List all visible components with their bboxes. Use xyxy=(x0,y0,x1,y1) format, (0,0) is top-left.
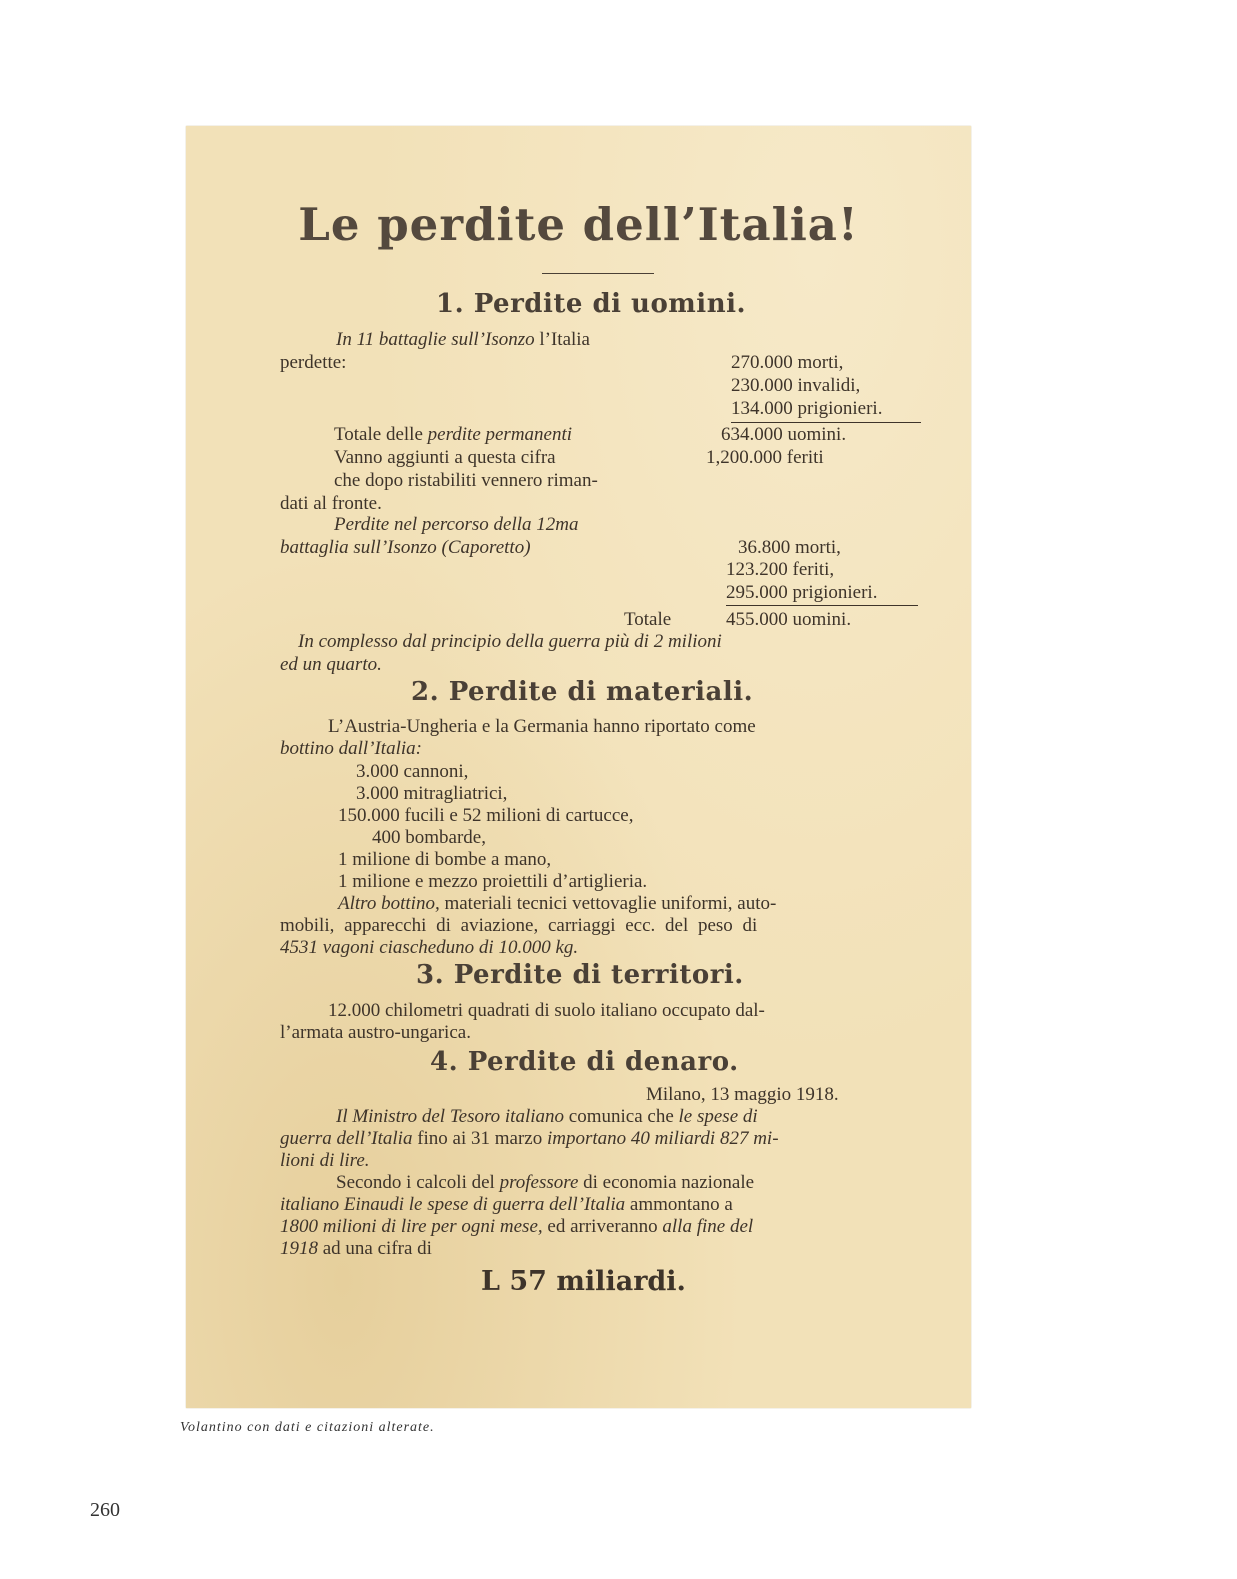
page-number: 260 xyxy=(90,1499,120,1521)
s4-p2-ammontano: ammontano a xyxy=(629,1194,733,1215)
s1-caporetto-line1: Perdite nel percorso della 12ma xyxy=(334,514,579,535)
s4-total-amount: L 57 miliardi. xyxy=(481,1266,686,1297)
s4-p2-line3 xyxy=(280,1216,753,1238)
s4-p2-professore: professore xyxy=(499,1172,579,1193)
s1-caporetto-dead: 36.800 morti, xyxy=(738,537,841,558)
s2-item-grenades: 1 milione di bombe a mano, xyxy=(338,849,552,870)
s4-p1-importano: importano 40 miliardi 827 mi- xyxy=(547,1128,779,1149)
s4-p2-milioni: 1800 milioni di lire per ogni mese, xyxy=(280,1216,543,1237)
leaflet-title: Le perdite dell’Italia! xyxy=(298,198,859,251)
section-3-heading: 3. Perdite di territori. xyxy=(416,960,744,990)
s2-item-bombards: 400 bombarde, xyxy=(372,827,486,848)
s1-intro-rest: l’Italia xyxy=(539,329,590,350)
s4-p2-cifra: ad una cifra di xyxy=(322,1238,432,1259)
s1-caporetto-wounded: 123.200 feriti, xyxy=(726,559,835,580)
s1-caporetto-prisoners: 295.000 prigionieri. xyxy=(726,582,878,603)
s1-intro-italic: In 11 battaglie sull’Isonzo xyxy=(336,329,535,350)
s2-intro-line1: L’Austria-Ungheria e la Germania hanno riportato come xyxy=(328,716,756,737)
s1-permanent-value: 634.000 uomini. xyxy=(721,424,847,445)
s1-total-value: 455.000 uomini. xyxy=(726,609,852,630)
s2-item-machineguns: 3.000 mitragliatrici, xyxy=(356,783,508,804)
s4-p1-line3: lioni di lire. xyxy=(280,1150,370,1171)
s2-item-shells: 1 milione e mezzo proiettili d’artiglieria. xyxy=(338,871,648,892)
s1-permanent-a: Totale delle xyxy=(334,424,423,445)
figure-caption: Volantino con dati e citazioni alterate. xyxy=(180,1420,435,1435)
s1-permanent-b: perdite permanenti xyxy=(427,424,573,445)
s1-total-rule xyxy=(726,605,918,606)
s4-p2-einaudi: italiano Einaudi le spese di guerra dell’Italia xyxy=(280,1194,626,1215)
s4-p2-secondo: Secondo i calcoli del xyxy=(336,1172,495,1193)
s4-p2-line1 xyxy=(336,1172,754,1194)
s1-added-line1: Vanno aggiunti a questa cifra xyxy=(334,447,556,468)
s4-p2-economia: di economia nazionale xyxy=(583,1172,755,1193)
s1-value-invalid: 230.000 invalidi, xyxy=(731,375,861,396)
s4-p2-fine: alla fine del xyxy=(662,1216,754,1237)
s1-total-label: Totale xyxy=(624,609,672,630)
s4-p1-line1 xyxy=(336,1106,758,1128)
s4-p2-arriveranno: ed arriveranno xyxy=(547,1216,658,1237)
s4-p2-line4 xyxy=(280,1238,432,1260)
s4-p1-comunica: comunica che xyxy=(568,1106,674,1127)
s1-permanent-label xyxy=(334,424,572,446)
s4-p1-fino: fino ai 31 marzo xyxy=(417,1128,543,1149)
s1-caporetto-line2: battaglia sull’Isonzo (Caporetto) xyxy=(280,537,531,558)
s1-value-prisoners: 134.000 prigionieri. xyxy=(731,398,883,419)
s2-item-cannons: 3.000 cannoni, xyxy=(356,761,469,782)
s1-value-dead: 270.000 morti, xyxy=(731,352,844,373)
title-divider xyxy=(542,273,654,274)
s4-date: Milano, 13 maggio 1918. xyxy=(646,1084,839,1105)
s4-p1-line2 xyxy=(280,1128,779,1150)
s1-added-line2: che dopo ristabiliti vennero riman- xyxy=(334,470,598,491)
s4-p1-minister: Il Ministro del Tesoro italiano xyxy=(336,1106,565,1127)
s2-other-line2: mobili, apparecchi di aviazione, carriaggi ecc. del peso di xyxy=(280,915,758,936)
leaflet xyxy=(186,126,971,1408)
section-2-heading: 2. Perdite di materiali. xyxy=(411,677,754,707)
s4-p2-year: 1918 xyxy=(280,1238,318,1259)
s1-intro-line2: perdette: xyxy=(280,352,347,373)
s3-line2: l’armata austro-ungarica. xyxy=(280,1022,471,1043)
s2-other-rest: materiali tecnici vettovaglie uniformi, auto- xyxy=(444,893,777,914)
s1-conclusion-line2: ed un quarto. xyxy=(280,654,382,675)
s1-intro xyxy=(336,329,590,351)
s4-p2-line2 xyxy=(280,1194,733,1216)
s2-other-line1 xyxy=(338,893,776,915)
s3-line1: 12.000 chilometri quadrati di suolo italiano occupato dal- xyxy=(328,1000,765,1021)
section-1-heading: 1. Perdite di uomini. xyxy=(436,289,747,319)
section-4-heading: 4. Perdite di denaro. xyxy=(430,1047,739,1077)
s4-p1-spese: le spese di xyxy=(678,1106,758,1127)
s4-p1-guerra: guerra dell’Italia xyxy=(280,1128,413,1149)
s2-other-italic: Altro bottino, xyxy=(338,893,440,914)
s1-conclusion-line1: In complesso dal principio della guerra più di 2 milioni xyxy=(298,631,722,652)
s1-sum-rule xyxy=(731,422,921,423)
s2-other-line3: 4531 vagoni ciascheduno di 10.000 kg. xyxy=(280,937,579,958)
s1-added-line3: dati al fronte. xyxy=(280,493,382,514)
s2-item-rifles: 150.000 fucili e 52 milioni di cartucce, xyxy=(338,805,634,826)
s1-added-value: 1,200.000 feriti xyxy=(706,447,824,468)
s2-intro-line2: bottino dall’Italia: xyxy=(280,738,422,759)
